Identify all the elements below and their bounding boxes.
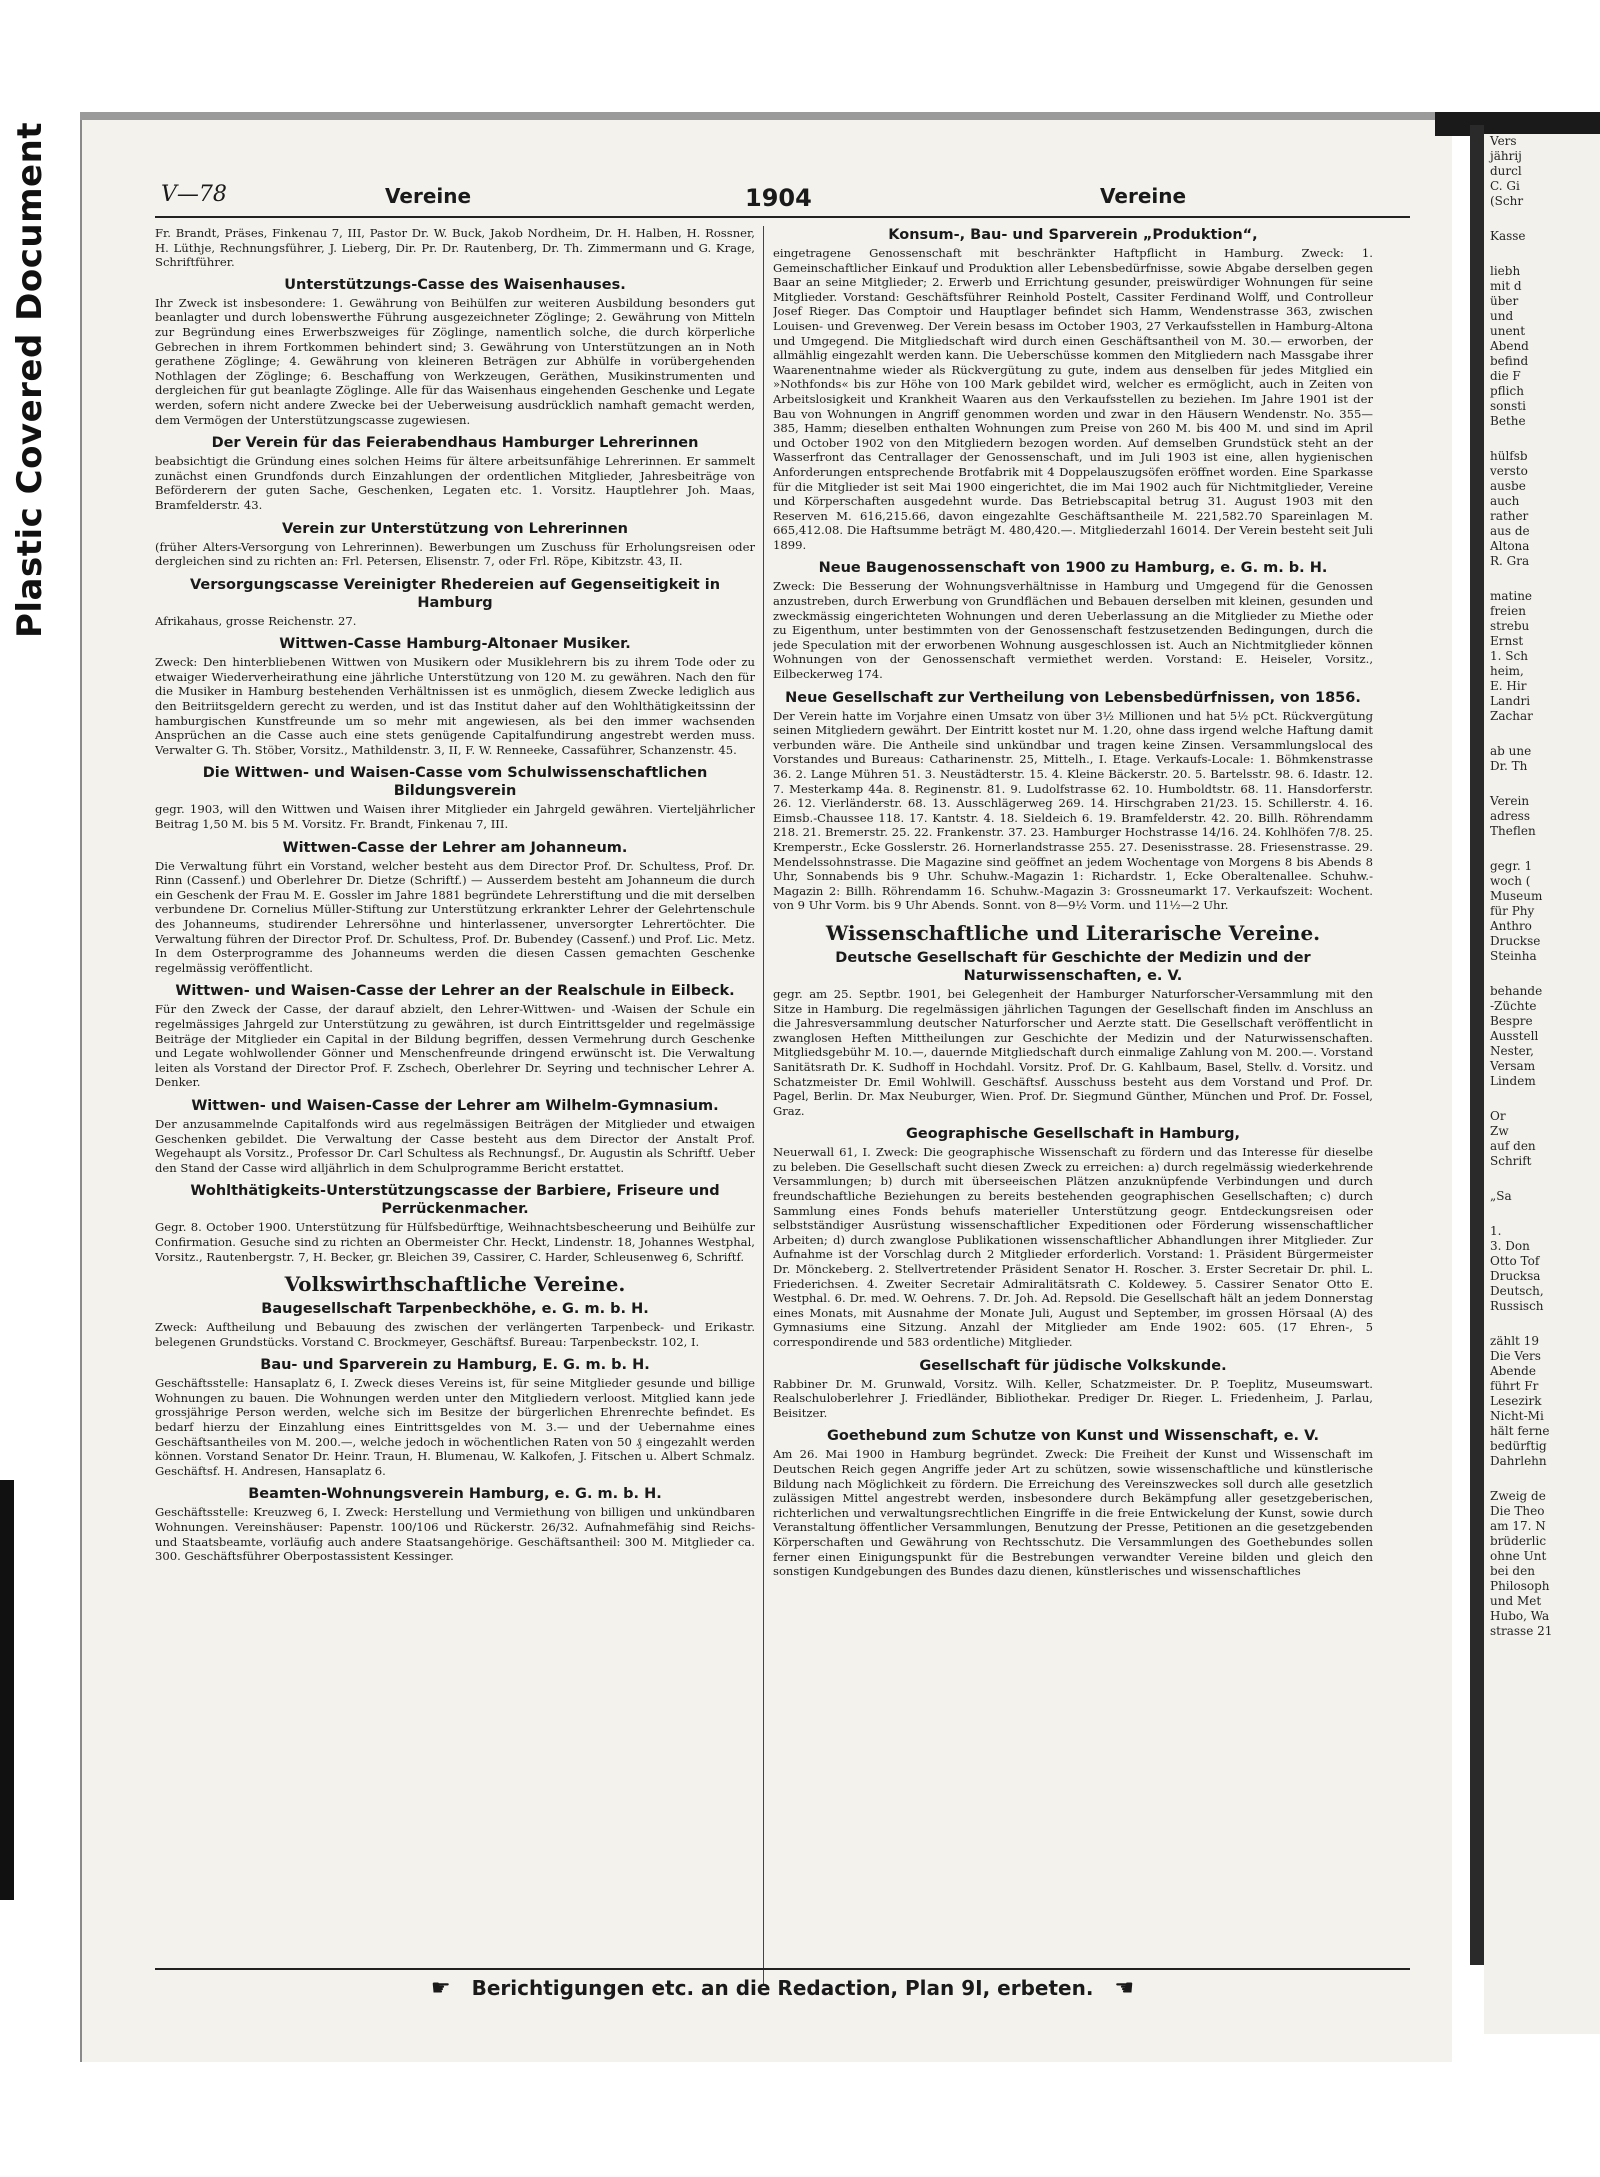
adjacent-page-fragment: Zw — [1490, 1124, 1509, 1138]
adjacent-page-fragment: Abend — [1490, 339, 1529, 353]
running-title-right: Vereine — [1100, 184, 1187, 208]
adjacent-page-fragment: führt Fr — [1490, 1379, 1539, 1393]
adjacent-page-fragment: über — [1490, 294, 1519, 308]
adjacent-page-fragment: Russisch — [1490, 1299, 1544, 1313]
fragment-spacer — [1484, 429, 1600, 449]
adjacent-page-fragment: am 17. N — [1490, 1519, 1546, 1533]
adjacent-page-fragment: mit d — [1490, 279, 1522, 293]
adjacent-page-fragment: strebu — [1490, 619, 1530, 633]
fragment-spacer — [1484, 1469, 1600, 1489]
adjacent-page-fragment: 3. Don — [1490, 1239, 1530, 1253]
adjacent-page-fragment: Ernst — [1490, 634, 1524, 648]
left-column — [155, 226, 755, 2006]
adjacent-page-fragment: R. Gra — [1490, 554, 1530, 568]
adjacent-page-fragment: Drucksa — [1490, 1269, 1541, 1283]
adjacent-page-fragment: Abende — [1490, 1364, 1536, 1378]
adjacent-page-fragment: Hubo, Wa — [1490, 1609, 1550, 1623]
adjacent-page-fragment: Museum — [1490, 889, 1543, 903]
association-entry — [155, 635, 755, 757]
adjacent-page-fragment: Otto Tof — [1490, 1254, 1540, 1268]
adjacent-page-fragment: Lindem — [1490, 1074, 1536, 1088]
entry-body: Am 26. Mai 1900 in Hamburg begründet. Zweck: Die Freiheit der Kunst und Wissenschaft im Deutschen Reich gegen Angriffe jeder Art zu schützen, sowie wissenschaftliche und künstlerische Bildung nach Möglichkeit zu fördern. Die Erreichung des Vereinszweckes soll durch alle gesetzlich zulässigen Mittel angestrebt werden, insbesondere durch Bekämpfung aller gesetzgeberischen, richterlichen und verwaltungsrechtlichen Eingriffe in die freie Entwickelung der Kunst, sowie durch Veranstaltung öffentlicher Versammlungen, Benutzung der Presse, Petitionen an die gesetzgebenden Körperschaften und Gewährung von Rechtsschutz. Die Versammlungen des Goethebundes sollen ferner einen Einigungspunkt für die Bestrebungen verwandter Vereine bilden und gleich den sonstigen Kundgebungen des Bundes dazu dienen, künstlerisches und wissenschaftliches — [773, 1447, 1373, 1579]
entry-title: Unterstützungs-Casse des Waisenhauses. — [284, 276, 626, 293]
pointing-hand-icon: ☛ — [430, 1976, 451, 2001]
adjacent-page-fragment: Landri — [1490, 694, 1531, 708]
footer-text: Berichtigungen etc. an die Redaction, Plan 9I, erbeten. — [471, 1976, 1094, 2000]
page-number: V—78 — [161, 182, 227, 207]
adjacent-page-fragment: Nester, — [1490, 1044, 1534, 1058]
adjacent-page-fragment: 1. Sch — [1490, 649, 1528, 663]
adjacent-page-fragment: matine — [1490, 589, 1533, 603]
plastic-covered-label-text: Plastic Covered Document — [10, 121, 51, 639]
adjacent-page-fragment: Verein — [1490, 794, 1530, 808]
adjacent-page-fragment: strasse 21 — [1490, 1624, 1553, 1638]
adjacent-page-fragment: Ausstell — [1490, 1029, 1539, 1043]
adjacent-page-fragment: Dr. Th — [1490, 759, 1528, 773]
adjacent-page-fragment: Lesezirk — [1490, 1394, 1542, 1408]
adjacent-page-fragment: Die Vers — [1490, 1349, 1541, 1363]
association-entry — [155, 982, 755, 1090]
association-entry — [155, 839, 755, 976]
entry-title: Goethebund zum Schutze von Kunst und Wissenschaft, e. V. — [827, 1428, 1319, 1445]
adjacent-page-fragment: 1. — [1490, 1224, 1502, 1238]
adjacent-page-fragment: rather — [1490, 509, 1529, 523]
scan-top-bar — [1435, 112, 1600, 136]
adjacent-page-fragment: adress — [1490, 809, 1530, 823]
entry-title: Deutsche Gesellschaft für Geschichte der Medizin und der Naturwissenschaften, e. V. — [835, 949, 1311, 984]
entry-body: Gegr. 8. October 1900. Unterstützung für Hülfsbedürftige, Weihnachtsbescheerung und Beihülfe zur Confirmation. Gesuche sind zu richten an Obermeister Chr. Heckt, Lindenstr. 18, Johannes Westphal, Vorsitz., Rautenbergstr. 7, H. Becker, gr. Bleichen 39, Cassirer, C. Harder, Schleusenweg 6, Schriftf. — [155, 1220, 755, 1264]
adjacent-page-fragment: unent — [1490, 324, 1526, 338]
adjacent-page-fragment: die F — [1490, 369, 1521, 383]
adjacent-page-fragment: Versam — [1490, 1059, 1536, 1073]
adjacent-page-fragment: jährij — [1490, 149, 1522, 163]
entry-title: Wittwen- und Waisen-Casse der Lehrer am Wilhelm-Gymnasium. — [191, 1097, 719, 1114]
association-entry — [155, 1300, 755, 1349]
running-title-left: Vereine — [385, 184, 472, 208]
adjacent-page-fragment: hält ferne — [1490, 1424, 1550, 1438]
entry-title: Konsum-, Bau- und Sparverein „Produktion“, — [888, 227, 1258, 243]
entry-title: Gesellschaft für jüdische Volkskunde. — [919, 1357, 1227, 1374]
association-entry — [773, 1125, 1373, 1349]
adjacent-page-fragment: sonsti — [1490, 399, 1526, 413]
entry-body: Der anzusammelnde Capitalfonds wird aus regelmässigen Beiträgen der Mitglieder und etwaigen Geschenken gebildet. Die Verwaltung der Casse besteht aus dem Director der Anstalt Prof. Wegehaupt als Vorsitz., Professor Dr. Carl Schultess als Rechnungsf., Dr. Augustin als Schriftf. Ueber den Stand der Casse wird alljährlich in dem Schulprogramme Bericht erstattet. — [155, 1116, 755, 1175]
adjacent-page-fragment: Vers — [1490, 134, 1517, 148]
running-head — [155, 180, 1410, 218]
adjacent-page-fragment: durcl — [1490, 164, 1522, 178]
entry-title: Der Verein für das Feierabendhaus Hamburger Lehrerinnen — [211, 435, 699, 452]
adjacent-page-fragment: C. Gi — [1490, 179, 1520, 193]
entry-title: Wittwen- und Waisen-Casse der Lehrer an der Realschule in Eilbeck. — [175, 983, 735, 1000]
section-heading: Wissenschaftliche und Literarische Vereine. — [825, 920, 1321, 945]
entry-body: gegr. am 25. Septbr. 1901, bei Gelegenheit der Hamburger Naturforscher-Versammlung mit den Sitze in Hamburg. Die regelmässigen jährlichen Tagungen der Gesellschaft finden im Anschluss an die Jahresversammlung deutscher Naturforscher und Aerzte statt. Die Gesellschaft veröffentlicht in zwanglosen Heften Mittheilungen zur Geschichte der Medizin und der Naturwissenschaften. Mitgliedsgebühr M. 10.—, dauernde Mitgliedschaft durch einmalige Zahlung von M. 200.—. Vorstand Sanitätsrath Dr. K. Sudhoff in Hochdahl. Vorsitz. Prof. Dr. G. Kahlbaum, Basel, Stellv. d. Vorsitz. und Schatzmeister Dr. Emil Wohlwill. Geschäftsf. Ausschuss besteht aus dem Vorstand und Prof. Dr. Pagel, Berlin. Dr. Max Neuburger, Wien. Prof. Dr. Siegmund Günther, München und Prof. Dr. Fossel, Graz. — [773, 986, 1373, 1118]
book-gutter — [1470, 125, 1484, 1965]
adjacent-page-fragment: Bethe — [1490, 414, 1526, 428]
fragment-spacer — [1484, 724, 1600, 744]
adjacent-page-fragment: Steinha — [1490, 949, 1537, 963]
adjacent-page-fragment: Schrift — [1490, 1154, 1532, 1168]
page-top-shadow — [80, 112, 1450, 120]
adjacent-page-fragment: heim, — [1490, 664, 1524, 678]
adjacent-page-fragment: „Sa — [1490, 1189, 1512, 1203]
entry-title: Neue Gesellschaft zur Vertheilung von Lebensbedürfnissen, von 1856. — [785, 689, 1361, 706]
entry-title: Verein zur Unterstützung von Lehrerinnen — [282, 520, 628, 537]
entry-body: (früher Alters-Versorgung von Lehrerinnen). Bewerbungen um Zuschuss für Erholungsreisen oder dergleichen sind zu richten an: Frl. Petersen, Elisenstr. 7, oder Frl. Röpe, Kibitzstr. 43, II. — [155, 539, 755, 569]
text-columns — [155, 226, 1410, 2006]
entry-body: Die Verwaltung führt ein Vorstand, welcher besteht aus dem Director Prof. Dr. Schultess, Prof. Dr. Rinn (Cassenf.) und Oberlehrer Dr. Dietze (Schriftf.) — Ausserdem besteht am Johanneum die durch ein Geschenk der Frau M. E. Gossler im Jahre 1881 begründete Lehrerstiftung und die mit derselben verbundene Dr. Cornelius Müller-Stiftung zur Unterstützung erkrankter Lehrer der Gelehrtenschule des Johanneums, studirender Lehrersöhne und hinterlassener, unversorgter Lehrertöchter. Die Verwaltung führen der Director Prof. Dr. Schultess, Prof. Dr. Bubendey (Cassenf.) und Prof. Lic. Metz. In dem Osterprogramme des Johanneums werden die diesen Cassen gemachten Geschenke regelmässig veröffentlicht. — [155, 858, 755, 975]
adjacent-page-fragment: auf den — [1490, 1139, 1536, 1153]
adjacent-page-fragment: -Züchte — [1490, 999, 1537, 1013]
fragment-spacer — [1484, 1314, 1600, 1334]
fragment-spacer — [1484, 964, 1600, 984]
adjacent-page-fragment: Zachar — [1490, 709, 1533, 723]
continued-entry: Fr. Brandt, Präses, Finkenau 7, III, Pastor Dr. W. Buck, Jakob Nordheim, Dr. H. Halben, H. Rossner, H. Lüthje, Rechnungsführer, J. Lieberg, Dir. Pr. Dr. Rautenberg, Dr. Th. Zimmermann und G. Krage, Schriftführer. — [155, 226, 755, 270]
adjacent-page-fragment: gegr. 1 — [1490, 859, 1533, 873]
adjacent-page-fragment: freien — [1490, 604, 1526, 618]
adjacent-page-fragment: ohne Unt — [1490, 1549, 1547, 1563]
association-entry — [155, 576, 755, 629]
entry-body: Afrikahaus, grosse Reichenstr. 27. — [155, 613, 357, 628]
entry-body: Ihr Zweck ist insbesondere: 1. Gewährung von Beihülfen zur weiteren Ausbildung besonders gut beanlagter und durch lobenswerthe Führung ausgezeichneter Zöglinge; 2. Gewährung von Mitteln zur Begründung eines Erwerbszweiges für Zöglinge, namentlich solche, die durch körperliche Gebrechen in ihrem Fortkommen behindert sind; 3. Gewährung von Unterstützungen an in Noth gerathene Zöglinge; 4. Gewährung von kleineren Beträgen zur Abhülfe in vorübergehenden Nothlagen der Zöglinge; 6. Beschaffung von Werkzeugen, Geräthen, Musikinstrumenten und dergleichen für gut beanlagte Zöglinge. Alle für das Waisenhaus eingehenden Geschenke und Legate werden, sofern nicht andere Zwecke bei der Ueberweisung ausdrücklich namhaft gemacht werden, dem Vermögen der Unterstützungscasse zugewiesen. — [155, 295, 755, 427]
adjacent-page-fragment: Die Theo — [1490, 1504, 1545, 1518]
association-entry — [155, 1097, 755, 1175]
entry-title: Wohlthätigkeits-Unterstützungscasse der Barbiere, Friseure und Perrückenmacher. — [190, 1183, 720, 1218]
plastic-covered-label — [0, 110, 60, 650]
fragment-spacer — [1484, 1089, 1600, 1109]
fragment-spacer — [1484, 839, 1600, 859]
entry-body: Neuerwall 61, I. Zweck: Die geographische Wissenschaft zu fördern und das Interesse für dieselbe zu beleben. Die Gesellschaft sucht diesen Zweck zu erreichen: a) durch regelmässig wiederkehrende Versammlungen; b) durch mit überseeischen Plätzen anzuknüpfende Verbindungen und durch freundschaftliche Beziehungen zu bereits bestehenden geographischen Gesellschaften; c) durch Sammlung eines Fonds behufs materieller Unterstützung geogr. Entdeckungsreisen oder selbstständiger Ausrüstung wissenschaftlicher Expeditionen oder Förderung wissenschaftlicher Arbeiten; d) durch zwanglose Publikationen wissenschaftlicher Abhandlungen ihrer Mitglieder. Zur Aufnahme ist der Vorschlag durch 2 Mitglieder erforderlich. Vorstand: 1. Präsident Bürgermeister Dr. Mönckeberg. 2. Stellvertretender Präsident Senator H. Roscher. 3. Erster Secretair Dr. phil. L. Friederichsen. 4. Zweiter Secretair Admiralitätsrath C. Koldewey. 5. Cassirer Senator Otto E. Westphal. 6. Dr. med. W. Oehrens. 7. Dr. Joh. Ad. Repsold. Die Gesellschaft hält an jedem Donnerstag eines Monats, mit Ausnahme der Monate Juli, August und September, im grossen Hörsaal (A) des Gymnasiums eine Sitzung. Anzahl der Mitglieder am Ende 1902: 605. (17 Ehren-, 5 correspondirende und 583 ordentliche) Mitglieder. — [773, 1145, 1373, 1349]
association-entry — [773, 1357, 1373, 1421]
column-rule — [763, 226, 764, 1986]
page-content — [155, 180, 1410, 2080]
adjacent-page — [1484, 134, 1600, 2034]
adjacent-page-fragment: bei den — [1490, 1564, 1535, 1578]
fragment-spacer — [1484, 244, 1600, 264]
footer-notice — [155, 1968, 1410, 2001]
adjacent-page-fragment: Anthro — [1490, 919, 1532, 933]
adjacent-page-fragment: woch ( — [1490, 874, 1531, 888]
entry-body: Geschäftsstelle: Kreuzweg 6, I. Zweck: Herstellung und Vermiethung von billigen und unkündbaren Wohnungen. Vereinshäuser: Papenstr. 100/106 und Rückerstr. 26/32. Aufnahmefähig sind Reichs- und Staatsbeamte, vorläufig auch andere Staatsangehörige. Geschäftsantheil: 300 M. Mitglieder ca. 300. Geschäftsführer Oberpostassistent Kessinger. — [155, 1505, 755, 1564]
entry-title: Bau- und Sparverein zu Hamburg, E. G. m. b. H. — [260, 1357, 650, 1374]
adjacent-page-fragment: pflich — [1490, 384, 1524, 398]
adjacent-page-fragment: zählt 19 — [1490, 1334, 1539, 1348]
adjacent-page-fragment: ab une — [1490, 744, 1532, 758]
adjacent-page-fragment: (Schr — [1490, 194, 1524, 208]
entry-title: Beamten-Wohnungsverein Hamburg, e. G. m. b. H. — [248, 1486, 662, 1503]
entry-body: Zweck: Den hinterbliebenen Wittwen von Musikern oder Musiklehrern bis zu ihrem Tode oder zu etwaiger Wiederverheirathung eine jährliche Unterstützung von 120 M. zu gewähren. Nach den für die Musiker in Hamburg bestehenden Verhältnissen ist es unmöglich, diesem Zwecke lediglich aus den Beitriitsgeldern gerecht zu werden, und ist das Institut daher auf den Wohlthätigkeitssinn der hamburgischen Kunstfreunde um so mehr mit angewiesen, als bei den immer wachsenden Ansprüchen an die Casse auch eine stets genügende Capitalfundirung angestrebt werden muss. Verwalter G. Th. Stöber, Vorsitz., Mathildenstr. 3, II, F. W. Renneeke, Cassaführer, Schanzenstr. 45. — [155, 655, 755, 757]
entry-body: Der Verein hatte im Vorjahre einen Umsatz von über 3½ Millionen und hat 5½ pCt. Rückvergütung seinen Mitgliedern gewährt. Der Eintritt kostet nur M. 1.20, ohne dass irgend welche Haftung damit verbunden wäre. Die Antheile sind unkündbar und tragen keine Zinsen. Versammlungslocal des Vorstandes und Bureaus: Catharinenstr. 25, Mittelh., I. Etage. Verkaufs-Locale: 1. Böhmkenstrasse 36. 2. Lange Mühren 51. 3. Neustädterstr. 15. 4. Kleine Bäckerstr. 20. 5. Bartelsstr. 98. 6. Idastr. 12. 7. Mesterkamp 44a. 8. Reginenstr. 81. 9. Ludolfstrasse 62. 10. Humboldtstr. 68. 11. Hansdorferstr. 26. 12. Vierländerstr. 68. 13. Ausschlägerweg 269. 14. Hirschgraben 21/23. 15. Schillerstr. 4. 16. Eimsb.-Chaussee 118. 17. Kantstr. 4. 18. Sieldeich 6. 19. Bramfelderstr. 42. 20. Billh. Röhrendamm 218. 21. Bremerstr. 25. 22. Frankenstr. 37. 23. Hamburger Hochstrasse 14/16. 24. Kohlhöfen 7/8. 25. Kremperstr., Ecke Gosslerstr. 26. Hornerlandstrasse 255. 27. Desenisstrasse. 28. Friesenstrasse. 29. Mendelssohnstrasse. Die Magazine sind geöffnet an jedem Wochentage von Morgens 8 bis Abends 8 Uhr, Sonnabends bis 9 Uhr. Schuhw.-Magazin 1: Richardstr. 1, Ecke Oberaltenallee. Schuhw.-Magazin 2: Billh. Röhrendamm 16. Schuhw.-Magazin 3: Grossneumarkt 17. Verkaufszeit: Wochent. von 9 Uhr Vorm. bis 9 Uhr Abends. Sonnt. von 8—9½ Vorm. und 11½—2 Uhr. — [773, 708, 1373, 913]
entry-body: Zweck: Auftheilung und Bebauung des zwischen der verlängerten Tarpenbeck- und Erikastr. belegenen Grundstücks. Vorstand C. Brockmeyer, Geschäftsf. Bureau: Tarpenbeckstr. 102, I. — [155, 1320, 755, 1349]
entry-body: Für den Zweck der Casse, der darauf abzielt, den Lehrer-Wittwen- und -Waisen der Schule ein regelmässiges Jahrgeld zur Unterstützung zu gewähren, ist durch Eintrittsgelder und regelmässige Beiträge der Mitglieder ein Capital in der Bildung begriffen, dessen Vermehrung durch Geschenke und Legate wohlwollender Gönner und Menschenfreunde dringend erwünscht ist. Die Verwaltung leiten als Vorstand der Director Prof. F. Zschech, Oberlehrer Dr. Seyring und technischer Lehrer A. Denker. — [155, 1002, 755, 1090]
entry-title: Wittwen-Casse Hamburg-Altonaer Musiker. — [279, 636, 631, 653]
fragment-spacer — [1484, 1169, 1600, 1189]
adjacent-page-fragment: Altona — [1490, 539, 1530, 553]
adjacent-page-fragment: befind — [1490, 354, 1529, 368]
adjacent-page-fragment: auch — [1490, 494, 1520, 508]
entry-body: Zweck: Die Besserung der Wohnungsverhältnisse in Hamburg und Umgegend für die Genossen anzustreben, durch Erwerbung von Grundflächen und Bebauen derselben mit kleinen, gesunden und zweckmässig eingerichteten Wohnungen und deren Ueberlassung an die Mitglieder zu Miethe oder zu Eigenthum, unter bestimmten von der Genossenschaft festzusetzenden Bedingungen, durch die jede Speculation mit der erworbenen Wohnung ausgeschlossen ist. Auch an Nichtmitglieder können Wohnungen von der Genossenschaft vermiethet werden. Vorstand: E. Heiseler, Vorsitz., Eilbeckerweg 174. — [773, 579, 1373, 682]
association-entry — [155, 1182, 755, 1264]
fragment-spacer — [1484, 1204, 1600, 1224]
adjacent-page-fragment: versto — [1490, 464, 1528, 478]
entry-body: Geschäftsstelle: Hansaplatz 6, I. Zweck dieses Vereins ist, für seine Mitglieder gesunde und billige Wohnungen zu bauen. Die Wohnungen werden unter den Mitgliedern verloost. Mitglied kann jede grossjährige Person werden, welche sich im Besitze der bürgerlichen Ehrenrechte befindet. Es bedarf hierzu der Einzahlung eines Eintrittsgeldes von M. 3.— und der Uebernahme eines Geschäftsantheiles von M. 200.—, welche jedoch in wöchentlichen Raten von 50 ₰ eingezahlt werden können. Vorstand Senator Dr. Heinr. Traun, H. Blumenau, W. Kalkofen, J. Fitschen u. Albert Schmalz. Geschäftsf. H. Andresen, Hansaplatz 6. — [155, 1376, 755, 1478]
adjacent-page-fragment: brüderlic — [1490, 1534, 1547, 1548]
entry-title: Geographische Gesellschaft in Hamburg, — [906, 1126, 1240, 1143]
adjacent-page-fragment: bedürftig — [1490, 1439, 1547, 1453]
adjacent-page-fragment: hülfsb — [1490, 449, 1528, 463]
association-entry — [773, 226, 1373, 552]
section-heading: Volkswirthschaftliche Vereine. — [284, 1272, 626, 1297]
adjacent-page-fragment: Bespre — [1490, 1014, 1533, 1028]
association-entry — [155, 434, 755, 512]
entry-body: beabsichtigt die Gründung eines solchen Heims für ältere arbeitsunfähige Lehrerinnen. Er sammelt zunächst einen Grundfonds durch Einzahlungen der ordentlichen Mitglieder, Jahresbeiträge von Beförderern der guten Sache, Geschenken, Legaten etc. 1. Vorsitz. Hauptlehrer Joh. Maas, Bramfelderstr. 43. — [155, 454, 755, 512]
fragment-spacer — [1484, 569, 1600, 589]
adjacent-page-fragment: Druckse — [1490, 934, 1541, 948]
running-year: 1904 — [745, 184, 812, 212]
adjacent-page-fragment: behande — [1490, 984, 1543, 998]
adjacent-page-fragment: liebh — [1490, 264, 1521, 278]
entry-body: gegr. 1903, will den Wittwen und Waisen ihrer Mitglieder ein Jahrgeld gewähren. Vierteljährlicher Beitrag 1,50 M. bis 5 M. Vorsitz. Fr. Brandt, Finkenau 7, III. — [155, 802, 755, 832]
adjacent-page-fragment: und — [1490, 309, 1514, 323]
entry-title: Versorgungscasse Vereinigter Rhedereien auf Gegenseitigkeit in Hamburg — [189, 576, 721, 611]
adjacent-page-fragment: Kasse — [1490, 229, 1526, 243]
adjacent-page-fragment: Or — [1490, 1109, 1506, 1123]
fragment-spacer — [1484, 209, 1600, 229]
association-entry — [155, 764, 755, 831]
entry-body: eingetragene Genossenschaft mit beschränkter Haftpflicht in Hamburg. Zweck: 1. Gemeinschaftlicher Einkauf und Produktion aller Lebensbedürfnisse, sowie Abgabe derselben gegen Baar an seine Mitglieder; 2. Erwerb und Errichtung gesunder, preiswürdiger Wohnungen für seine Mitglieder. Vorstand: Geschäftsführer Reinhold Postelt, Cassiter Ferdinand Wolff, und Controlleur Josef Rieger. Das Comptoir und Hauptlager befindet sich Hamm, Wendenstrasse 363, zwischen Louisen- und Grevenweg. Der Verein besass im October 1903, 27 Verkaufsstellen in Hamburg-Altona und Umgegend. Die Mitgliedschaft wird durch einen Geschäftsantheil von M. 30.— erworben, der allmählig eingezahlt werden kann. Die Ueberschüsse kommen den Mitgliedern nach Massgabe ihrer Waarenentnahme wieder als Rückvergütung zu gute, indem aus denselben für jedes Mitglied ein »Nothfonds« bis zur Höhe von 100 Mark gebildet wird, welcher es ermöglicht, auch in Zeiten von Arbeitslosigkeit und Krankheit Waaren aus den Verkaufsstellen zu beziehen. Im Jahre 1901 ist der Bau von Wohnungen in Angriff genommen worden und zwar in den Häusern Wendenstr. No. 355—385, Hamm; dieselben enthalten Wohnungen zum Preise von 260 M. bis 400 M. und sind im April und October 1902 von den Mitgliedern bezogen worden. Auf demselben Grundstück steht an der Wasserfront das Centrallager der Genossenschaft, und im Juli 1903 ist eine, allen hygienischen Anforderungen entsprechende Brotfabrik mit 4 Doppelauszugsöfen eröffnet worden. Eine Sparkasse für die Mitglieder ist seit Mai 1900 eingerichtet, die im Mai 1902 auch für Nichtmitglieder, Vereine und Körperschaften ausgedehnt wurde. Das Betriebscapital betrug 31. August 1903 mit den Reserven M. 616,215.66, davon eingezahlte Geschäftsantheile M. 221,582.70 Spareinlagen M. 665,412.08. Die Haftsumme beträgt M. 480,420.—. Mitgliederzahl 16014. Der Verein besteht seit Juli 1899. — [773, 246, 1373, 552]
association-entry — [773, 1427, 1373, 1578]
adjacent-page-fragment: Nicht-Mi — [1490, 1409, 1544, 1423]
adjacent-page-fragment: für Phy — [1490, 904, 1535, 918]
association-entry — [155, 1356, 755, 1478]
entry-title: Neue Baugenossenschaft von 1900 zu Hamburg, e. G. m. b. H. — [818, 560, 1328, 577]
adjacent-page-fragment: Zweig de — [1490, 1489, 1546, 1503]
right-column — [773, 226, 1373, 2006]
adjacent-page-fragment: ausbe — [1490, 479, 1526, 493]
association-entry — [773, 949, 1373, 1118]
entry-title: Die Wittwen- und Waisen-Casse vom Schulwissenschaftlichen Bildungsverein — [202, 765, 708, 800]
adjacent-page-fragment: E. Hir — [1490, 679, 1527, 693]
association-entry — [155, 520, 755, 569]
adjacent-page-fragment: Theflen — [1490, 824, 1536, 838]
entry-title: Wittwen-Casse der Lehrer am Johanneum. — [282, 839, 628, 856]
association-entry — [155, 276, 755, 427]
entry-title: Baugesellschaft Tarpenbeckhöhe, e. G. m. b. H. — [261, 1301, 649, 1318]
association-entry — [155, 1485, 755, 1563]
adjacent-page-fragment: Deutsch, — [1490, 1284, 1544, 1298]
association-entry — [773, 689, 1373, 913]
scan-edge — [0, 1480, 14, 1900]
adjacent-page-fragment: Philosoph — [1490, 1579, 1550, 1593]
association-entry — [773, 559, 1373, 681]
pointing-hand-icon: ☚ — [1114, 1976, 1135, 2001]
adjacent-page-fragment: und Met — [1490, 1594, 1542, 1608]
adjacent-page-fragment: Dahrlehn — [1490, 1454, 1547, 1468]
entry-body: Rabbiner Dr. M. Grunwald, Vorsitz. Wilh. Keller, Schatzmeister. Dr. P. Toeplitz, Museumswart. Realschuloberlehrer J. Friedländer, Bibliothekar. Prediger Dr. Rieger. L. Friedenheim, J. Parlau, Beisitzer. — [773, 1376, 1373, 1420]
fragment-spacer — [1484, 774, 1600, 794]
adjacent-page-fragment: aus de — [1490, 524, 1530, 538]
